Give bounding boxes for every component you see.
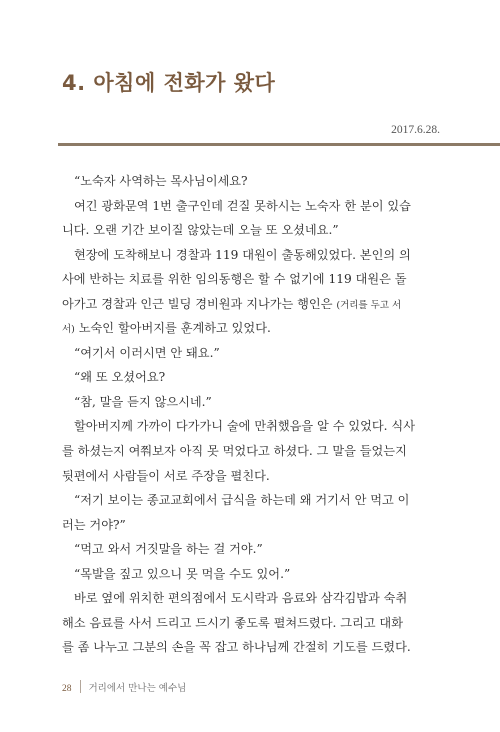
text-line: “여기서 이러시면 안 돼요.” xyxy=(74,345,220,360)
paragraph xyxy=(62,243,442,341)
body-text xyxy=(62,169,442,660)
text-line: 여긴 광화문역 1번 출구인데 걷질 못하시는 노숙자 한 분이 있습 xyxy=(74,198,411,213)
text-line: 러는 거야?” xyxy=(62,517,126,532)
page-number: 28 xyxy=(62,684,72,694)
parenthetical-note: 서) xyxy=(62,324,75,336)
date: 2017.6.28. xyxy=(391,124,440,136)
paragraph xyxy=(62,169,442,194)
text-line: “참, 말을 듣지 않으시네.” xyxy=(74,394,212,409)
text-line: 사에 반하는 치료를 위한 임의동행은 할 수 없기에 119 대원은 돌 xyxy=(62,272,407,287)
text-line: “목발을 짚고 있으니 못 먹을 수도 있어.” xyxy=(74,566,291,581)
text-segment: 아가고 경찰과 인근 빌딩 경비원과 지나가는 행인은 xyxy=(62,296,333,311)
page-footer xyxy=(62,680,186,694)
paragraph xyxy=(62,390,442,415)
text-segment: 노숙인 할아버지를 훈계하고 있었다. xyxy=(74,321,271,336)
paragraph xyxy=(62,586,442,660)
text-line: “왜 또 오셨어요? xyxy=(74,370,166,385)
footer-divider xyxy=(80,680,81,693)
text-line: 바로 옆에 위치한 편의점에서 도시락과 음료와 삼각김밥과 숙취 xyxy=(74,591,408,606)
paragraph xyxy=(62,537,442,562)
chapter-title: 4. 아침에 전화가 왔다 xyxy=(62,71,276,95)
text-line: “먹고 와서 거짓말을 하는 걸 거야.” xyxy=(74,542,263,557)
text-line: 니다. 오랜 기간 보이질 않았는데 오늘 또 오셨네요.” xyxy=(62,223,339,238)
paragraph xyxy=(62,488,442,537)
text-line xyxy=(62,316,442,341)
paragraph xyxy=(62,341,442,366)
paragraph xyxy=(62,414,442,488)
divider-rule xyxy=(58,143,500,146)
text-line: “노숙자 사역하는 목사님이세요? xyxy=(74,174,248,188)
paragraph xyxy=(62,562,442,587)
paragraph xyxy=(62,365,442,390)
text-line: 해소 음료를 사서 드리고 드시기 좋도록 펼쳐드렸다. 그리고 대화 xyxy=(62,615,403,630)
text-line: 뒷편에서 사람들이 서로 주장을 펼친다. xyxy=(62,468,270,483)
text-line: 현장에 도착해보니 경찰과 119 대원이 출동해있었다. 본인의 의 xyxy=(74,247,411,262)
parenthetical-note: (거리를 두고 서 xyxy=(336,299,402,311)
text-line: 를 하셨는지 여쭤보자 아직 못 먹었다고 하셨다. 그 말을 들었는지 xyxy=(62,444,407,459)
book-title: 거리에서 만나는 예수님 xyxy=(88,683,187,694)
paragraph xyxy=(62,194,442,243)
text-line: “저기 보이는 종교교회에서 급식을 하는데 왜 거기서 안 먹고 이 xyxy=(74,493,410,508)
text-line: 를 좀 나누고 그분의 손을 꼭 잡고 하나님께 간절히 기도를 드렸다. xyxy=(62,640,411,655)
text-line: 할아버지께 가까이 다가가니 술에 만취했음을 알 수 있었다. 식사 xyxy=(74,419,415,434)
text-line xyxy=(62,292,442,317)
